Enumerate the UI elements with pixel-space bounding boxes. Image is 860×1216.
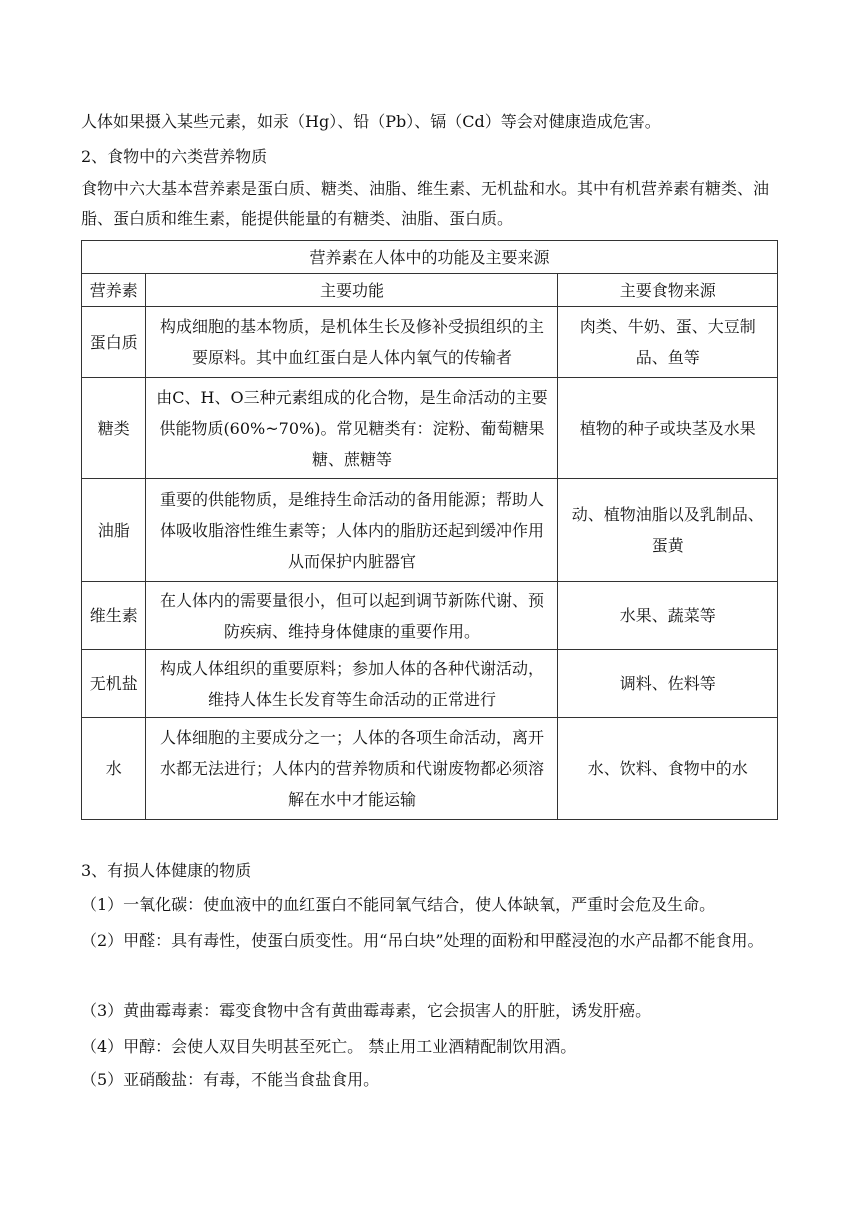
table-caption-row [82,241,778,274]
table-row [82,582,778,650]
nutrient-name: 蛋白质 [82,307,146,378]
table-row [82,718,778,820]
nutrient-source: 动、植物油脂以及乳制品、蛋黄 [558,479,778,582]
section-2-paragraph: 食物中六大基本营养素是蛋白质、糖类、油脂、维生素、无机盐和水。其中有机营养素有糖类、油脂、蛋白质和维生素，能提供能量的有糖类、油脂、蛋白质。 [81,179,770,228]
nutrient-source: 植物的种子或块茎及水果 [558,378,778,479]
nutrient-name: 无机盐 [82,650,146,718]
section-2-heading: 2、食物中的六类营养物质 [81,147,268,166]
nutrient-source: 水果、蔬菜等 [558,582,778,650]
nutrition-table [81,240,778,820]
nutrient-function: 由C、H、O三种元素组成的化合物，是生命活动的主要供能物质(60%~70%)。常见糖类有：淀粉、葡萄糖果糖、蔗糖等 [146,378,558,479]
nutrient-function: 在人体内的需要量很小，但可以起到调节新陈代谢、预防疾病、维持身体健康的重要作用。 [146,582,558,650]
header-function: 主要功能 [146,274,558,307]
nutrient-source: 调料、佐料等 [558,650,778,718]
nutrient-name: 糖类 [82,378,146,479]
nutrient-name: 水 [82,718,146,820]
header-nutrient: 营养素 [82,274,146,307]
nutrient-function: 人体细胞的主要成分之一；人体的各项生命活动，离开水都无法进行；人体内的营养物质和代谢废物都必须溶解在水中才能运输 [146,718,558,820]
table-row [82,650,778,718]
nutrient-source: 肉类、牛奶、蛋、大豆制品、鱼等 [558,307,778,378]
table-row [82,378,778,479]
nutrient-name: 油脂 [82,479,146,582]
table-row [82,307,778,378]
nutrient-name: 维生素 [82,582,146,650]
header-source: 主要食物来源 [558,274,778,307]
intro-line: 人体如果摄入某些元素，如汞（Hg）、铅（Pb）、镉（Cd）等会对健康造成危害。 [81,112,661,131]
section-3-heading: 3、有损人体健康的物质 [81,861,252,880]
list-item: （3）黄曲霉毒素：霉变食物中含有黄曲霉毒素，它会损害人的肝脏，诱发肝癌。 [81,1001,652,1020]
table-caption: 营养素在人体中的功能及主要来源 [82,241,778,274]
table-header-row [82,274,778,307]
nutrient-function: 构成细胞的基本物质，是机体生长及修补受损组织的主要原料。其中血红蛋白是人体内氧气的传输者 [146,307,558,378]
nutrient-source: 水、饮料、食物中的水 [558,718,778,820]
list-item: （1）一氧化碳：使血液中的血红蛋白不能同氧气结合，使人体缺氧，严重时会危及生命。 [81,895,716,914]
nutrient-function: 构成人体组织的重要原料；参加人体的各种代谢活动，维持人体生长发育等生命活动的正常进行 [146,650,558,718]
list-item: （5）亚硝酸盐：有毒，不能当食盐食用。 [81,1070,380,1089]
list-item: （2）甲醛：具有毒性，使蛋白质变性。用“吊白块”处理的面粉和甲醛浸泡的水产品都不能食用。 [81,931,764,950]
list-item: （4）甲醇：会使人双目失明甚至死亡。 禁止用工业酒精配制饮用酒。 [81,1037,577,1056]
nutrient-function: 重要的供能物质，是维持生命活动的备用能源；帮助人体吸收脂溶性维生素等；人体内的脂肪还起到缓冲作用从而保护内脏器官 [146,479,558,582]
table-row [82,479,778,582]
